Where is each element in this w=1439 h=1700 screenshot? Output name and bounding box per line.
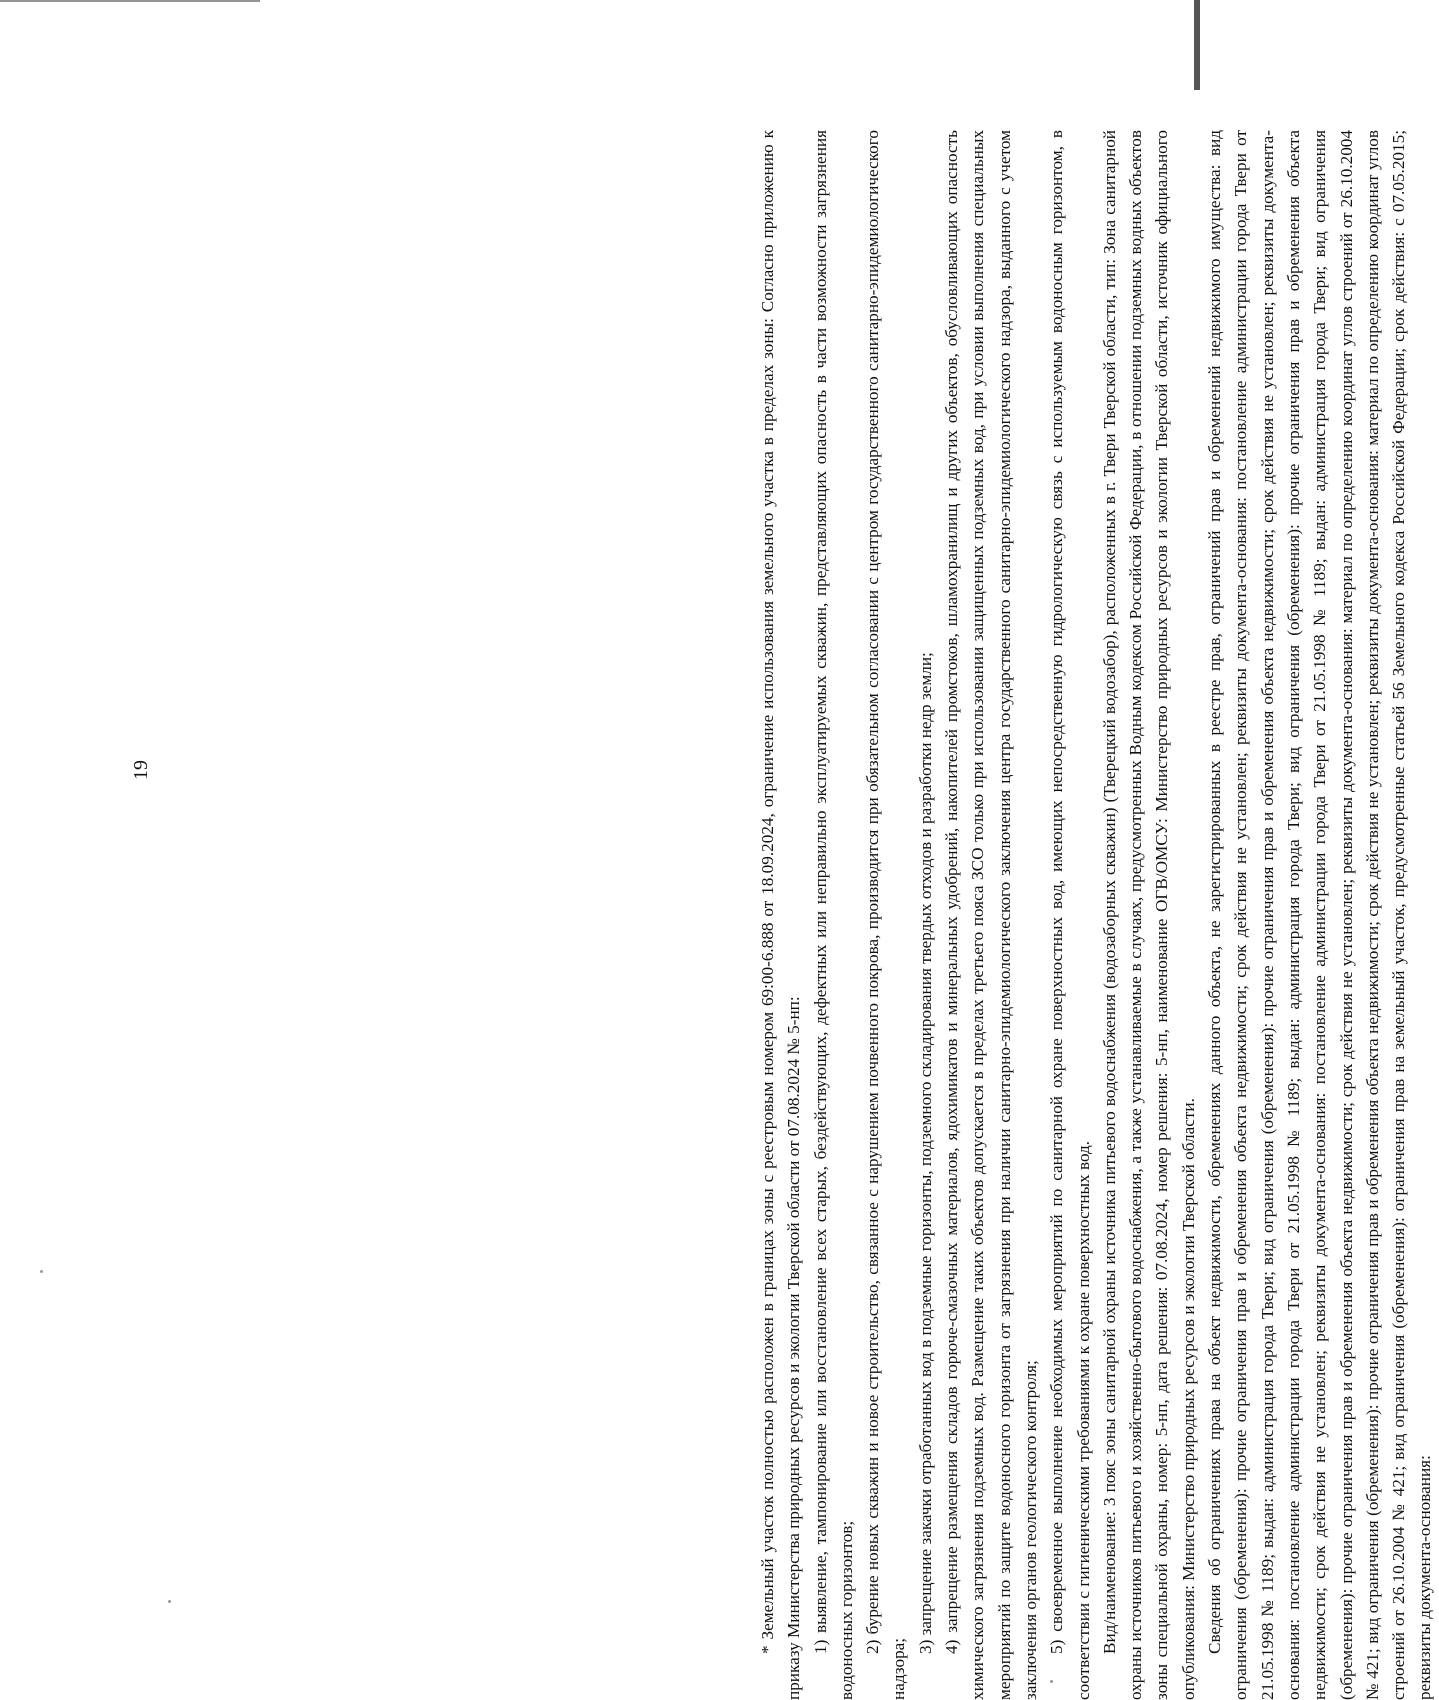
paragraph: 3) запрещение закачки отработанных вод в подземные горизонты, подземного складирования твердых отходов и разработки недр земли; — [915, 652, 935, 1654]
scan-edge-artifact — [1194, 0, 1200, 90]
paragraph: Сведения об ограничениях права на объект недвижимости, обременениях данного объекта, не зарегистрированных в реестре прав, ограничений прав и обременений недвижимого имущества: вид ограничения (обременения): прочие ограничения прав и обременения объекта недвижимости; срок действия не установлен; реквизиты документа-основания: постановление администрации города Твери от 21.05.1998 № 1189; выдан: администрация города Твери; вид ограничения (обременения): прочие ограничения прав и обременения объекта недвижимости; срок действия не установлен; реквизиты документа-основания: постановление администрации города Твери от 21.05.1998 № 1189; выдан: администрация города Твери; вид ограничения (обременения): прочие ограничения прав и обременения объекта недвижимости; срок действия не установлен; реквизиты документа-основания: постановление администрации города Твери от 21.05.1998 № 1189; выдан: администрация города Твери; вид ограничения (обременения): прочие ограничения прав и обременения объекта недвижимости; срок действия не установлен; реквизиты документа-основания: материал по определению координат углов строений от 26.10.2004 № 421; вид ограничения (обременения): прочие ограничения прав и обременения объекта недвижимости; срок действия не установлен; реквизиты документа-основания: материал по определению координат углов строений от 26.10.2004 № 421; вид ограничения (обременения): ограничения прав на земельный участок, предусмотренные статьей 56 Земельного кодекса Российской Федерации; срок действия: с 07.05.2015; реквизиты документа-основания: — [1205, 130, 1435, 1700]
paragraph: 2) бурение новых скважин и новое строительство, связанное с нарушением почвенного покрова, производится при обязательном согласовании с центром государственного санитарно-эпидемиологического надзора; — [863, 130, 909, 1700]
paragraph: 4) запрещение размещения складов горюче-смазочных материалов, ядохимикатов и минеральных удобрений, накопителей промстоков, шламохранилищ и других объектов, обусловливающих опасность химического загрязнения подземных вод. Размещение таких объектов допускается в пределах третьего пояса ЗСО только при использовании защищенных подземных вод, при условии выполнения специальных мероприятий по защите водоносного горизонта от загрязнения при наличии санитарно-эпидемиологического заключения центра государственного санитарно-эпидемиологического надзора, выданного с учетом заключения органов геологического контроля; — [942, 130, 1040, 1700]
scan-speck — [40, 1270, 43, 1273]
paragraph: 1) выявление, тампонирование или восстановление всех старых, бездействующих, дефектных или неправильно эксплуатируемых скважин, представляющих опасность в части возможности загрязнения водоносных горизонтов; — [810, 130, 856, 1700]
scan-edge-artifact — [0, 0, 260, 2]
paragraph: Вид/наименование: 3 пояс зоны санитарной охраны источника питьевого водоснабжения (водозаборных скважин) (Тверецкий водозабор), расположенных в г. Твери Тверской области, тип: Зона санитарной охраны источников питьевого и хозяйственно-бытового водоснабжения, а также устанавливаемые в случаях, предусмотренных Водным кодексом Российской Федерации, в отношении подземных водных объектов зоны специальной охраны, номер: 5-нп, дата решения: 07.08.2024, номер решения: 5-нп, наименование ОГВ/ОМСУ: Министерство природных ресурсов и экологии Тверской области, источник официального опубликования: Министерство природных ресурсов и экологии Тверской области. — [1099, 130, 1198, 1700]
paragraph: 5) своевременное выполнение необходимых мероприятий по санитарной охране поверхностных вод, имеющих непосредственную гидрологическую связь с используемым водоносным горизонтом, в соответствии с гигиеническими требованиями к охране поверхностных вод. — [1047, 130, 1093, 1700]
page-number: 19 — [130, 760, 152, 780]
document-body — [755, 130, 1435, 1700]
paragraph: * Земельный участок полностью расположен в границах зоны с реестровым номером 69:00-6.888 от 18.09.2024, ограничение использования земельного участка в пределах зоны: Согласно приложению к приказу Министерства природных ресурсов и экологии Тверской области от 07.08.2024 № 5-нп: — [758, 130, 804, 1700]
scan-speck — [168, 1600, 171, 1603]
